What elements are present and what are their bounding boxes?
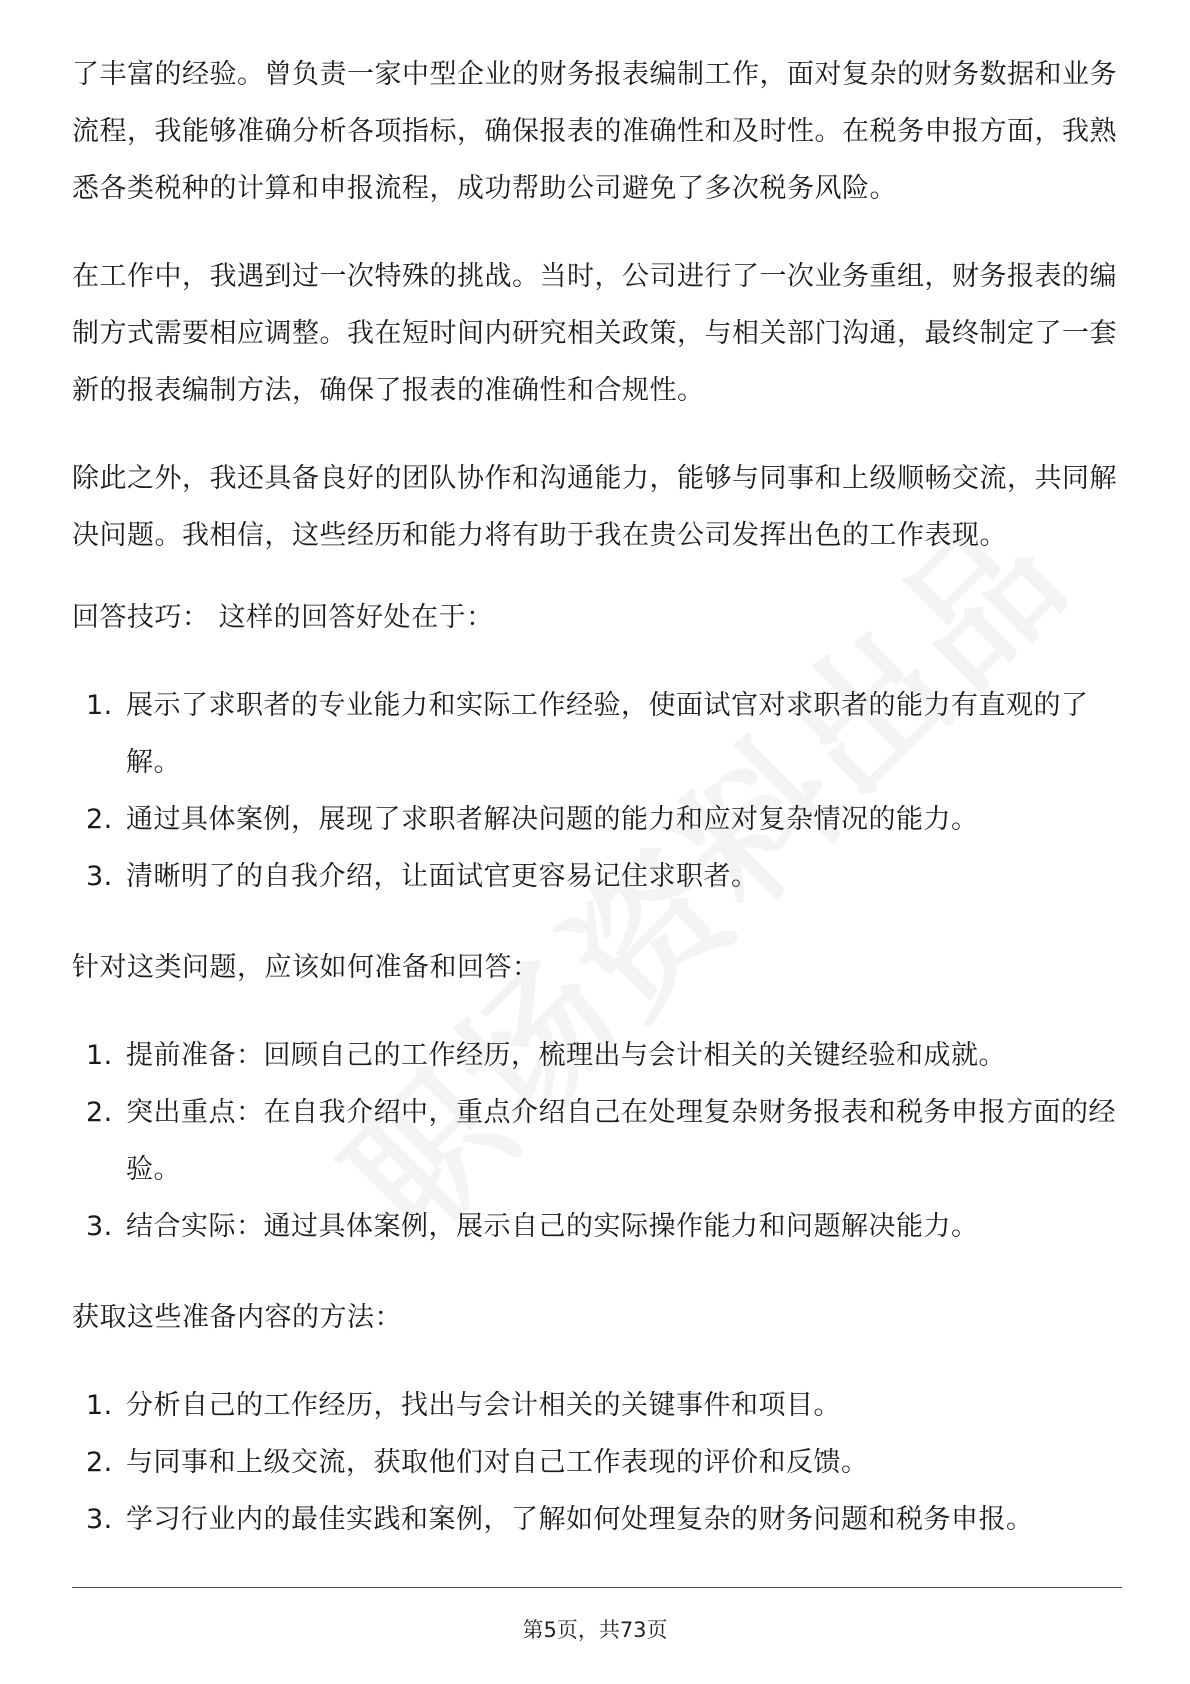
list-number: 1. [86,1040,113,1071]
list-number: 3. [86,861,113,892]
paragraph-challenge: 在工作中，我遇到过一次特殊的挑战。当时，公司进行了一次业务重组，财务报表的编制方式需要相应调整。我在短时间内研究相关政策，与相关部门沟通，最终制定了一套新的报表编制方法，确保了报表的准确性和合规性。 [72,261,1117,406]
list-number: 1. [86,1390,113,1421]
tips-list [72,677,1122,905]
methods-list [72,1377,1122,1548]
list-item-text: 与同事和上级交流，获取他们对自己工作表现的评价和反馈。 [126,1447,869,1478]
list-item [72,677,1122,791]
list-item [72,1377,1122,1434]
paragraph-teamwork: 除此之外，我还具备良好的团队协作和沟通能力，能够与同事和上级顺畅交流，共同解决问题。我相信，这些经历和能力将有助于我在贵公司发挥出色的工作表现。 [72,463,1117,551]
list-item-text: 通过具体案例，展现了求职者解决问题的能力和应对复杂情况的能力。 [126,804,979,835]
list-item-text: 提前准备：回顾自己的工作经历，梳理出与会计相关的关键经验和成就。 [126,1040,1006,1071]
prepare-list [72,1027,1122,1255]
list-item [72,1198,1122,1255]
paragraph-experience: 了丰富的经验。曾负责一家中型企业的财务报表编制工作，面对复杂的财务数据和业务流程，我能够准确分析各项指标，确保报表的准确性和及时性。在税务申报方面，我熟悉各类税种的计算和申报流程，成功帮助公司避免了多次税务风险。 [72,59,1117,204]
methods-heading: 获取这些准备内容的方法： [72,1302,402,1333]
list-number: 2. [86,1097,113,1128]
list-item-text: 展示了求职者的专业能力和实际工作经验，使面试官对求职者的能力有直观的了解。 [126,690,1089,778]
list-item [72,848,1122,905]
footer-divider [72,1587,1122,1588]
list-item-text: 分析自己的工作经历，找出与会计相关的关键事件和项目。 [126,1390,841,1421]
list-item [72,791,1122,848]
list-item-text: 清晰明了的自我介绍，让面试官更容易记住求职者。 [126,861,759,892]
list-number: 3. [86,1504,113,1535]
list-item-text: 突出重点：在自我介绍中，重点介绍自己在处理复杂财务报表和税务申报方面的经验。 [126,1097,1116,1185]
prepare-heading: 针对这类问题，应该如何准备和回答： [72,952,540,983]
page-number: 第5页，共73页 [522,1618,668,1642]
list-number: 1. [86,690,113,721]
list-number: 2. [86,804,113,835]
list-number: 2. [86,1447,113,1478]
list-item [72,1027,1122,1084]
list-item-text: 结合实际：通过具体案例，展示自己的实际操作能力和问题解决能力。 [126,1211,979,1242]
document-body [72,46,1122,1588]
list-item [72,1084,1122,1198]
list-number: 3. [86,1211,113,1242]
list-item-text: 学习行业内的最佳实践和案例，了解如何处理复杂的财务问题和税务申报。 [126,1504,1034,1535]
list-item [72,1491,1122,1548]
tips-heading: 回答技巧： 这样的回答好处在于： [72,602,494,633]
list-item [72,1434,1122,1491]
